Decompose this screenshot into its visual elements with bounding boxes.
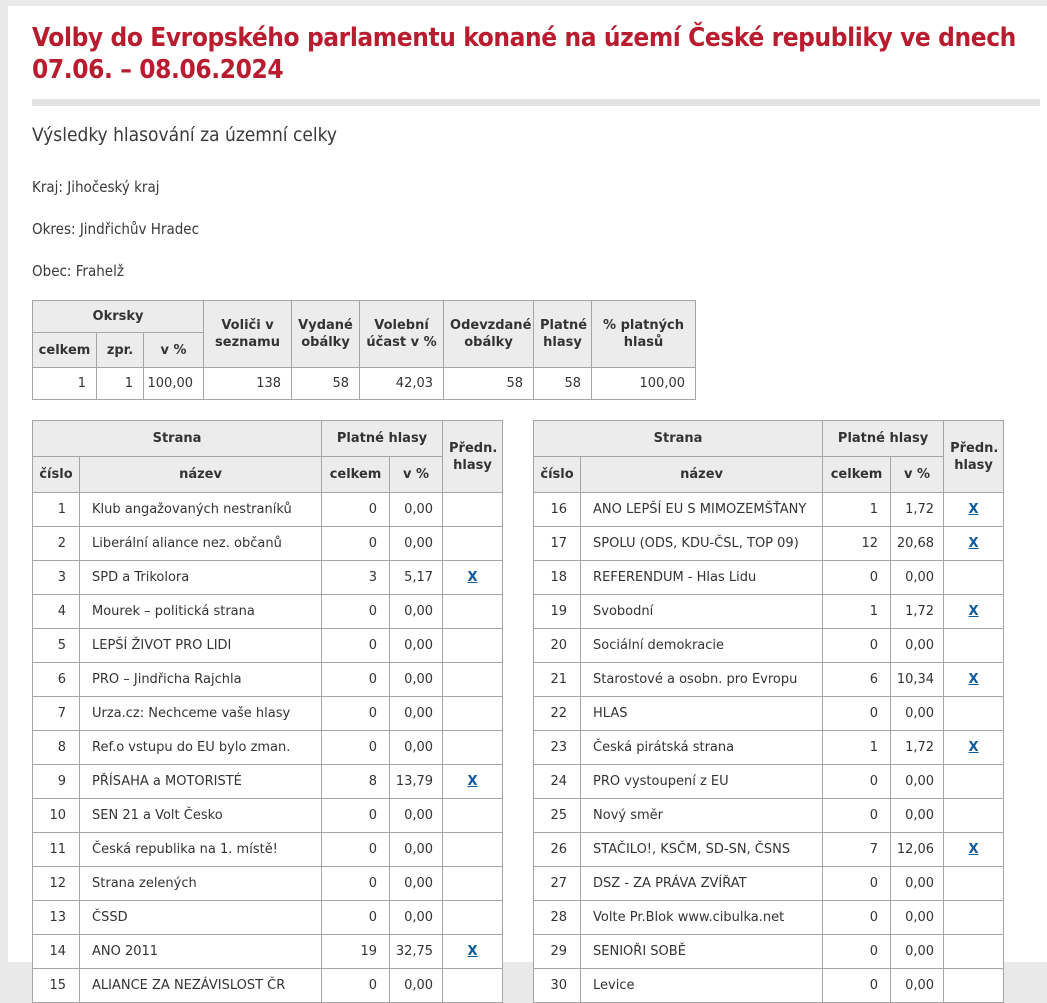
party-total-votes-cell: 8	[322, 765, 390, 799]
party-pref-votes-cell	[944, 901, 1004, 935]
col-header-okrsky-v-pct: v %	[144, 333, 204, 368]
party-number-cell: 29	[534, 935, 581, 969]
preferential-votes-link[interactable]: X	[467, 774, 478, 789]
col-header-v-pct: v %	[891, 457, 944, 493]
party-percent-cell: 0,00	[390, 867, 443, 901]
party-row	[33, 799, 503, 833]
party-number-cell: 5	[33, 629, 80, 663]
preferential-votes-link[interactable]: X	[968, 604, 979, 619]
party-header-row-1	[534, 421, 1004, 457]
party-tables-container	[32, 420, 1047, 1003]
party-header-row-2	[534, 457, 1004, 493]
pct-platnych-hlasu-value: 100,00	[592, 368, 696, 400]
party-total-votes-cell: 0	[322, 493, 390, 527]
party-total-votes-cell: 0	[823, 969, 891, 1003]
party-total-votes-cell: 0	[322, 527, 390, 561]
col-header-volici-v-seznamu: Voliči v seznamu	[204, 301, 292, 368]
party-name-cell: Sociální demokracie	[581, 629, 823, 663]
party-percent-cell: 0,00	[891, 969, 944, 1003]
party-number-cell: 12	[33, 867, 80, 901]
party-percent-cell: 0,00	[891, 935, 944, 969]
party-name-cell: Levice	[581, 969, 823, 1003]
party-percent-cell: 0,00	[390, 629, 443, 663]
party-total-votes-cell: 0	[322, 867, 390, 901]
party-number-cell: 18	[534, 561, 581, 595]
party-total-votes-cell: 0	[823, 765, 891, 799]
volebni-ucast-value: 42,03	[360, 368, 444, 400]
party-row	[33, 765, 503, 799]
party-name-cell: Klub angažovaných nestraníků	[80, 493, 322, 527]
party-percent-cell: 0,00	[390, 833, 443, 867]
party-total-votes-cell: 0	[322, 663, 390, 697]
party-number-cell: 23	[534, 731, 581, 765]
party-pref-votes-cell	[944, 697, 1004, 731]
section-subtitle: Výsledky hlasování za územní celky	[32, 124, 337, 146]
party-number-cell: 6	[33, 663, 80, 697]
party-total-votes-cell: 1	[823, 493, 891, 527]
col-header-platne-hlasy: Platné hlasy	[534, 301, 592, 368]
content-area	[8, 6, 1047, 993]
party-name-cell: DSZ - ZA PRÁVA ZVÍŘAT	[581, 867, 823, 901]
okrsky-celkem-value: 1	[33, 368, 97, 400]
party-number-cell: 1	[33, 493, 80, 527]
party-total-votes-cell: 0	[322, 901, 390, 935]
party-row	[534, 765, 1004, 799]
party-number-cell: 25	[534, 799, 581, 833]
party-row	[33, 663, 503, 697]
party-name-cell: ALIANCE ZA NEZÁVISLOST ČR	[80, 969, 322, 1003]
preferential-votes-link[interactable]: X	[968, 536, 979, 551]
col-header-strana: Strana	[33, 421, 322, 457]
party-name-cell: ANO 2011	[80, 935, 322, 969]
party-total-votes-cell: 0	[322, 731, 390, 765]
party-row	[33, 901, 503, 935]
party-percent-cell: 10,34	[891, 663, 944, 697]
page-title-line-2: 07.06. – 08.06.2024	[32, 55, 284, 85]
party-table-body-left	[33, 493, 503, 1003]
party-percent-cell: 0,00	[390, 731, 443, 765]
party-name-cell: SPD a Trikolora	[80, 561, 322, 595]
col-header-vydane-obalky: Vydané obálky	[292, 301, 360, 368]
party-row	[33, 493, 503, 527]
party-name-cell: ČSSD	[80, 901, 322, 935]
party-pref-votes-cell	[443, 731, 503, 765]
party-name-cell: Ref.o vstupu do EU bylo zman.	[80, 731, 322, 765]
party-percent-cell: 0,00	[891, 867, 944, 901]
platne-hlasy-value: 58	[534, 368, 592, 400]
party-name-cell: Strana zelených	[80, 867, 322, 901]
col-header-nazev: název	[80, 457, 322, 493]
party-number-cell: 9	[33, 765, 80, 799]
party-total-votes-cell: 0	[823, 561, 891, 595]
party-name-cell: SEN 21 a Volt Česko	[80, 799, 322, 833]
party-percent-cell: 0,00	[390, 697, 443, 731]
party-number-cell: 10	[33, 799, 80, 833]
col-header-predn-hlasy: Předn. hlasy	[443, 421, 503, 493]
party-percent-cell: 0,00	[390, 969, 443, 1003]
party-pref-votes-cell	[443, 833, 503, 867]
col-header-odevzdane-obalky: Odevzdané obálky	[444, 301, 534, 368]
party-row	[33, 867, 503, 901]
party-percent-cell: 0,00	[390, 901, 443, 935]
summary-values-row	[33, 368, 696, 400]
party-total-votes-cell: 3	[322, 561, 390, 595]
party-pref-votes-cell	[443, 663, 503, 697]
party-row	[33, 833, 503, 867]
party-pref-votes-cell	[944, 765, 1004, 799]
party-name-cell: LEPŠÍ ŽIVOT PRO LIDI	[80, 629, 322, 663]
party-pref-votes-cell	[944, 833, 1004, 867]
party-name-cell: Volte Pr.Blok www.cibulka.net	[581, 901, 823, 935]
region-line-obec: Obec: Frahelž	[32, 262, 124, 280]
col-header-okrsky-celkem: celkem	[33, 333, 97, 368]
party-number-cell: 13	[33, 901, 80, 935]
party-number-cell: 30	[534, 969, 581, 1003]
party-number-cell: 8	[33, 731, 80, 765]
party-total-votes-cell: 0	[322, 595, 390, 629]
party-percent-cell: 1,72	[891, 493, 944, 527]
party-name-cell: Česká pirátská strana	[581, 731, 823, 765]
party-name-cell: Svobodní	[581, 595, 823, 629]
party-name-cell: Mourek – politická strana	[80, 595, 322, 629]
party-name-cell: Liberální aliance nez. občanů	[80, 527, 322, 561]
party-results-table-left	[32, 420, 503, 1003]
party-number-cell: 11	[33, 833, 80, 867]
party-pref-votes-cell	[944, 493, 1004, 527]
party-pref-votes-cell	[944, 595, 1004, 629]
col-header-okrsky: Okrsky	[33, 301, 204, 333]
party-row	[534, 527, 1004, 561]
party-total-votes-cell: 0	[823, 935, 891, 969]
party-pref-votes-cell	[443, 935, 503, 969]
party-pref-votes-cell	[443, 765, 503, 799]
party-name-cell: PRO – Jindřicha Rajchla	[80, 663, 322, 697]
party-name-cell: REFERENDUM - Hlas Lidu	[581, 561, 823, 595]
preferential-votes-link[interactable]: X	[467, 944, 478, 959]
party-percent-cell: 32,75	[390, 935, 443, 969]
party-number-cell: 28	[534, 901, 581, 935]
party-number-cell: 24	[534, 765, 581, 799]
party-pref-votes-cell	[443, 561, 503, 595]
vydane-obalky-value: 58	[292, 368, 360, 400]
party-percent-cell: 0,00	[891, 629, 944, 663]
party-row	[534, 561, 1004, 595]
party-percent-cell: 12,06	[891, 833, 944, 867]
party-pref-votes-cell	[944, 867, 1004, 901]
volici-v-seznamu-value: 138	[204, 368, 292, 400]
party-number-cell: 4	[33, 595, 80, 629]
party-pref-votes-cell	[443, 527, 503, 561]
party-row	[534, 697, 1004, 731]
party-number-cell: 7	[33, 697, 80, 731]
party-name-cell: HLAS	[581, 697, 823, 731]
party-name-cell: PŘÍSAHA a MOTORISTÉ	[80, 765, 322, 799]
odevzdane-obalky-value: 58	[444, 368, 534, 400]
party-total-votes-cell: 7	[823, 833, 891, 867]
party-name-cell: Nový směr	[581, 799, 823, 833]
col-header-platne-hlasy: Platné hlasy	[322, 421, 443, 457]
party-name-cell: SPOLU (ODS, KDU-ČSL, TOP 09)	[581, 527, 823, 561]
party-total-votes-cell: 0	[322, 629, 390, 663]
col-header-volebni-ucast: Volební účast v %	[360, 301, 444, 368]
party-percent-cell: 0,00	[891, 799, 944, 833]
party-total-votes-cell: 0	[823, 901, 891, 935]
party-percent-cell: 0,00	[390, 595, 443, 629]
party-total-votes-cell: 0	[322, 799, 390, 833]
preferential-votes-link[interactable]: X	[968, 502, 979, 517]
party-pref-votes-cell	[944, 527, 1004, 561]
party-pref-votes-cell	[443, 629, 503, 663]
party-row	[33, 527, 503, 561]
page-title-line-1: Volby do Evropského parlamentu konané na území České republiky ve dnech	[32, 23, 1016, 53]
party-number-cell: 16	[534, 493, 581, 527]
party-pref-votes-cell	[944, 799, 1004, 833]
party-name-cell: STAČILO!, KSČM, SD-SN, ČSNS	[581, 833, 823, 867]
preferential-votes-link[interactable]: X	[968, 672, 979, 687]
col-header-cislo: číslo	[534, 457, 581, 493]
region-line-kraj: Kraj: Jihočeský kraj	[32, 178, 160, 196]
party-row	[33, 697, 503, 731]
party-number-cell: 14	[33, 935, 80, 969]
party-total-votes-cell: 12	[823, 527, 891, 561]
party-name-cell: SENIOŘI SOBĚ	[581, 935, 823, 969]
party-number-cell: 22	[534, 697, 581, 731]
party-row	[534, 833, 1004, 867]
party-total-votes-cell: 0	[823, 629, 891, 663]
party-pref-votes-cell	[443, 595, 503, 629]
party-percent-cell: 0,00	[390, 799, 443, 833]
party-row	[534, 595, 1004, 629]
party-table-body-right	[534, 493, 1004, 1003]
party-name-cell: Česká republika na 1. místě!	[80, 833, 322, 867]
party-header-row-1	[33, 421, 503, 457]
turnout-summary-table	[32, 300, 696, 400]
col-header-celkem: celkem	[322, 457, 390, 493]
party-number-cell: 27	[534, 867, 581, 901]
party-pref-votes-cell	[443, 867, 503, 901]
party-name-cell: Starostové a osobn. pro Evropu	[581, 663, 823, 697]
party-percent-cell: 1,72	[891, 731, 944, 765]
party-total-votes-cell: 6	[823, 663, 891, 697]
party-header-row-2	[33, 457, 503, 493]
party-pref-votes-cell	[944, 935, 1004, 969]
col-header-pct-platnych-hlasu: % platných hlasů	[592, 301, 696, 368]
horizontal-divider	[32, 99, 1040, 106]
party-row	[534, 799, 1004, 833]
party-row	[534, 663, 1004, 697]
party-percent-cell: 1,72	[891, 595, 944, 629]
okrsky-zpr-value: 1	[97, 368, 144, 400]
party-number-cell: 3	[33, 561, 80, 595]
party-total-votes-cell: 1	[823, 731, 891, 765]
party-total-votes-cell: 1	[823, 595, 891, 629]
party-total-votes-cell: 0	[322, 697, 390, 731]
party-percent-cell: 0,00	[390, 493, 443, 527]
party-row	[534, 731, 1004, 765]
party-number-cell: 20	[534, 629, 581, 663]
party-row	[33, 595, 503, 629]
party-row	[534, 493, 1004, 527]
party-percent-cell: 20,68	[891, 527, 944, 561]
party-number-cell: 17	[534, 527, 581, 561]
party-number-cell: 15	[33, 969, 80, 1003]
party-pref-votes-cell	[443, 493, 503, 527]
party-pref-votes-cell	[443, 901, 503, 935]
col-header-predn-hlasy: Předn. hlasy	[944, 421, 1004, 493]
party-percent-cell: 0,00	[891, 561, 944, 595]
party-pref-votes-cell	[944, 629, 1004, 663]
party-total-votes-cell: 0	[823, 867, 891, 901]
party-number-cell: 21	[534, 663, 581, 697]
party-row	[534, 901, 1004, 935]
party-percent-cell: 0,00	[891, 901, 944, 935]
party-results-table-right	[533, 420, 1004, 1003]
preferential-votes-link[interactable]: X	[968, 740, 979, 755]
party-percent-cell: 0,00	[390, 527, 443, 561]
summary-header-row-1	[33, 301, 696, 333]
party-pref-votes-cell	[944, 731, 1004, 765]
region-line-okres: Okres: Jindřichův Hradec	[32, 220, 200, 238]
party-name-cell: ANO LEPŠÍ EU S MIMOZEMŠŤANY	[581, 493, 823, 527]
party-row	[33, 935, 503, 969]
party-percent-cell: 5,17	[390, 561, 443, 595]
preferential-votes-link[interactable]: X	[968, 842, 979, 857]
okrsky-v-pct-value: 100,00	[144, 368, 204, 400]
party-row	[33, 731, 503, 765]
party-percent-cell: 0,00	[390, 663, 443, 697]
party-percent-cell: 0,00	[891, 697, 944, 731]
party-pref-votes-cell	[443, 697, 503, 731]
party-number-cell: 2	[33, 527, 80, 561]
party-percent-cell: 0,00	[891, 765, 944, 799]
party-total-votes-cell: 0	[823, 697, 891, 731]
col-header-okrsky-zpr: zpr.	[97, 333, 144, 368]
party-pref-votes-cell	[944, 663, 1004, 697]
col-header-celkem: celkem	[823, 457, 891, 493]
party-name-cell: Urza.cz: Nechceme vaše hlasy	[80, 697, 322, 731]
party-total-votes-cell: 19	[322, 935, 390, 969]
party-row	[534, 629, 1004, 663]
party-row	[33, 561, 503, 595]
col-header-cislo: číslo	[33, 457, 80, 493]
party-total-votes-cell: 0	[823, 799, 891, 833]
party-number-cell: 19	[534, 595, 581, 629]
party-row	[534, 935, 1004, 969]
party-row	[33, 629, 503, 663]
col-header-platne-hlasy: Platné hlasy	[823, 421, 944, 457]
party-total-votes-cell: 0	[322, 833, 390, 867]
col-header-v-pct: v %	[390, 457, 443, 493]
party-pref-votes-cell	[443, 799, 503, 833]
party-name-cell: PRO vystoupení z EU	[581, 765, 823, 799]
col-header-nazev: název	[581, 457, 823, 493]
party-number-cell: 26	[534, 833, 581, 867]
page-title	[32, 22, 1047, 86]
col-header-strana: Strana	[534, 421, 823, 457]
party-percent-cell: 13,79	[390, 765, 443, 799]
party-total-votes-cell: 0	[322, 969, 390, 1003]
party-row	[534, 867, 1004, 901]
preferential-votes-link[interactable]: X	[467, 570, 478, 585]
party-pref-votes-cell	[944, 561, 1004, 595]
